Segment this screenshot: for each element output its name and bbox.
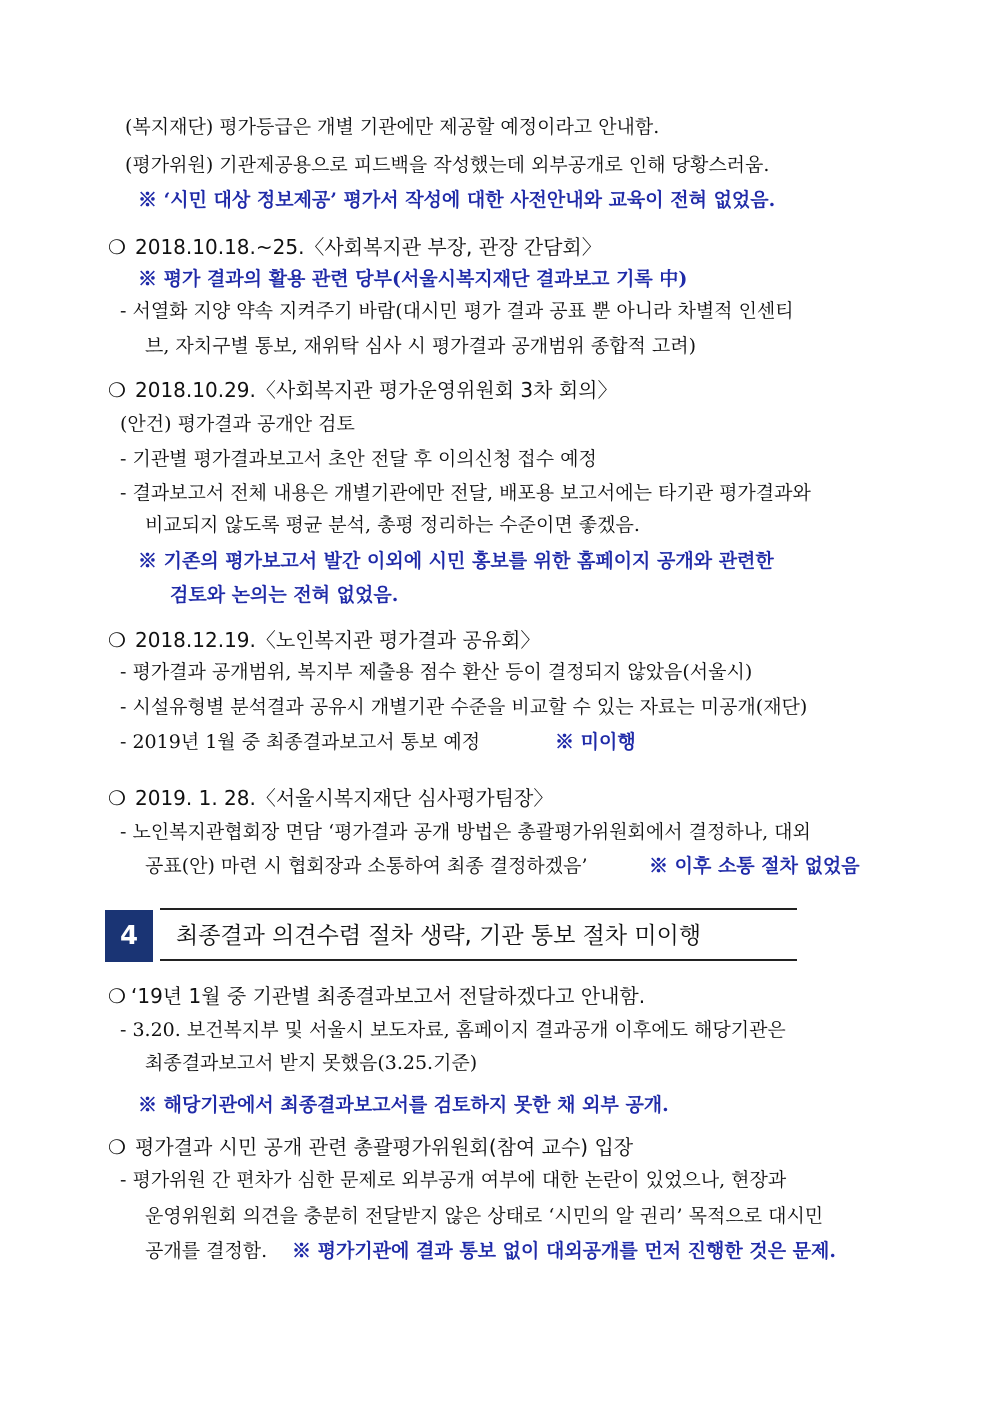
s4-detail-1a: - 노인복지관협회장 면담 ‘평가결과 공개 방법은 총괄평가위원회에서 결정하나, 대외 <box>120 821 811 843</box>
s6-detail-1b: 운영위원회 의견을 충분히 전달받지 않은 상태로 ‘시민의 알 권리’ 목적으로 대시민 <box>145 1205 824 1227</box>
s6-heading: 평가결과 시민 공개 관련 총괄평가위원회(참여 교수) 입장 <box>135 1135 634 1159</box>
s1-detail-1b: 브, 자치구별 통보, 재위탁 심사 시 평가결과 공개범위 종합적 고려) <box>145 335 697 357</box>
s2-note-a: ※ 기존의 평가보고서 발간 이외에 시민 홍보를 위한 홈페이지 공개와 관련한 <box>138 550 774 572</box>
s3-detail-2: - 시설유형별 분석결과 공유시 개별기관 수준을 비교할 수 있는 자료는 미공개(재단) <box>120 696 808 718</box>
s5-note: ※ 해당기관에서 최종결과보고서를 검토하지 못한 채 외부 공개. <box>138 1094 669 1116</box>
section-number-badge: 4 <box>105 910 153 962</box>
s6-detail-1c: 공개를 결정함. <box>145 1240 268 1262</box>
s5-detail-1b: 최종결과보고서 받지 못했음(3.25.기준) <box>145 1052 478 1074</box>
section-top-rule <box>160 908 797 910</box>
s4-detail-1b: 공표(안) 마련 시 협회장과 소통하여 최종 결정하겠음’ <box>145 855 588 877</box>
s4-detail-1-note: ※ 이후 소통 절차 없었음 <box>649 855 860 877</box>
section-title: 최종결과 의견수렴 절차 생략, 기관 통보 절차 미이행 <box>176 923 702 949</box>
intro-line-1: (복지재단) 평가등급은 개별 기관에만 제공할 예정이라고 안내함. <box>125 116 660 138</box>
bullet-icon: ❍ <box>108 786 126 810</box>
s2-detail-1: - 기관별 평가결과보고서 초안 전달 후 이의신청 접수 예정 <box>120 448 597 470</box>
s1-note: ※ 평가 결과의 활용 관련 당부(서울시복지재단 결과보고 기록 中) <box>138 268 688 290</box>
bullet-icon: ❍ <box>108 628 126 652</box>
s2-heading: 2018.10.29.〈사회복지관 평가운영위원회 3차 회의〉 <box>135 378 618 402</box>
s5-heading: ‘19년 1월 중 기관별 최종결과보고서 전달하겠다고 안내함. <box>131 984 646 1008</box>
bullet-icon: ❍ <box>108 378 126 402</box>
s2-detail-2a: - 결과보고서 전체 내용은 개별기관에만 전달, 배포용 보고서에는 타기관 평가결과와 <box>120 482 811 504</box>
s2-detail-2b: 비교되지 않도록 평균 분석, 총평 정리하는 수준이면 좋겠음. <box>145 514 640 536</box>
intro-note: ※ ‘시민 대상 정보제공’ 평가서 작성에 대한 사전안내와 교육이 전혀 없었음. <box>138 189 776 211</box>
s2-sub: (안건) 평가결과 공개안 검토 <box>120 413 355 435</box>
section-bottom-rule <box>160 959 797 961</box>
intro-line-2: (평가위원) 기관제공용으로 피드백을 작성했는데 외부공개로 인해 당황스러움. <box>125 154 770 176</box>
s6-detail-1-note: ※ 평가기관에 결과 통보 없이 대외공개를 먼저 진행한 것은 문제. <box>292 1240 836 1262</box>
s3-detail-1: - 평가결과 공개범위, 복지부 제출용 점수 환산 등이 결정되지 않았음(서울시) <box>120 661 753 683</box>
s1-detail-1a: - 서열화 지양 약속 지켜주기 바람(대시민 평가 결과 공표 뿐 아니라 차별적 인센티 <box>120 300 794 322</box>
bullet-icon: ❍ <box>108 1135 126 1159</box>
bullet-icon: ❍ <box>108 235 126 259</box>
s6-detail-1a: - 평가위원 간 편차가 심한 문제로 외부공개 여부에 대한 논란이 있었으나, 현장과 <box>120 1169 787 1191</box>
s3-detail-3-note: ※ 미이행 <box>555 731 636 753</box>
s2-note-b: 검토와 논의는 전혀 없었음. <box>170 584 399 606</box>
s4-heading: 2019. 1. 28.〈서울시복지재단 심사평가팀장〉 <box>135 786 554 810</box>
s1-heading: 2018.10.18.~25.〈사회복지관 부장, 관장 간담회〉 <box>135 235 602 259</box>
s3-detail-3: - 2019년 1월 중 최종결과보고서 통보 예정 <box>120 731 481 753</box>
bullet-icon: ❍ <box>108 984 126 1008</box>
s3-heading: 2018.12.19.〈노인복지관 평가결과 공유회〉 <box>135 628 541 652</box>
s5-detail-1a: - 3.20. 보건복지부 및 서울시 보도자료, 홈페이지 결과공개 이후에도 해당기관은 <box>120 1019 786 1041</box>
